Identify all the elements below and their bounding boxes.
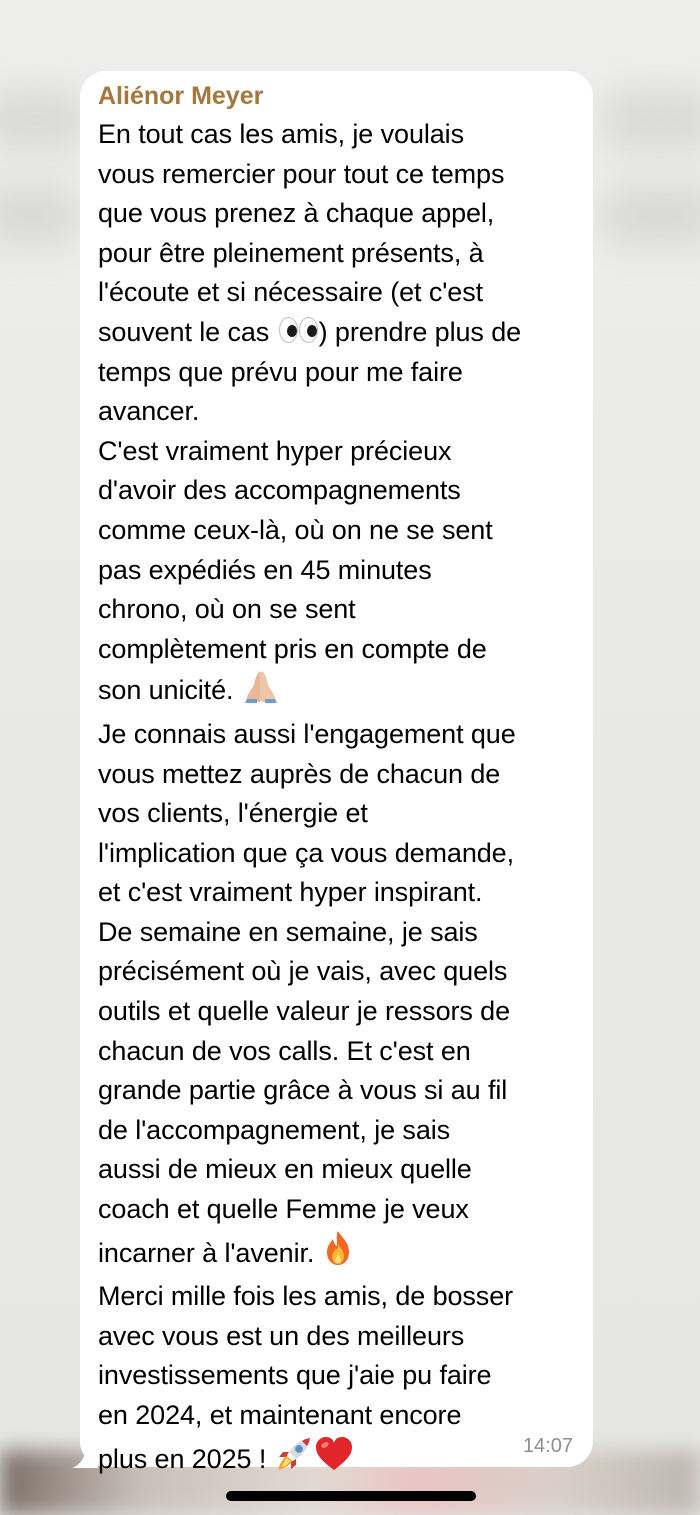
message-line: souvent le cas ) prendre plus de [98, 316, 522, 347]
message-line: plus en 2025 ! [98, 1436, 575, 1484]
message-line: Merci mille fois les amis, de bosser [98, 1281, 514, 1312]
home-indicator[interactable] [226, 1491, 476, 1501]
fire-icon [322, 1230, 354, 1278]
blurred-message-right [600, 90, 700, 150]
message-line: grande partie grâce à vous si au fil [98, 1075, 508, 1106]
eyes-icon [277, 317, 319, 345]
message-line: En tout cas les amis, je voulais [98, 119, 464, 149]
message-line: précisément où je vais, avec quels [98, 956, 508, 987]
message-line: vous mettez auprès de chacun de [98, 758, 501, 789]
message-line: avancer. [98, 396, 200, 427]
message-line: son unicité. [98, 669, 575, 715]
message-timestamp: 14:07 [522, 1435, 573, 1457]
message-line: l'écoute et si nécessaire (et c'est [98, 277, 483, 308]
message-line: Je connais aussi l'engagement que [98, 718, 516, 749]
message-line: pour être pleinement présents, à [98, 237, 484, 268]
message-bubble[interactable] [80, 71, 593, 1474]
praying-hands-icon [241, 669, 281, 715]
blurred-message-right [600, 185, 700, 245]
message-line: aussi de mieux en mieux quelle [98, 1154, 472, 1185]
message-line: complètement pris en compte de [98, 633, 487, 664]
red-heart-icon [314, 1436, 354, 1484]
blurred-message-left [0, 90, 90, 150]
message-line: avec vous est un des meilleurs [98, 1320, 465, 1351]
message-line: coach et quelle Femme je veux [98, 1194, 469, 1225]
message-line: C'est vraiment hyper précieux [98, 435, 452, 466]
message-line: investissements que j'aie pu faire [98, 1360, 492, 1391]
message-line: temps que prévu pour me faire [98, 356, 463, 387]
message-line: chrono, où on se sent [98, 594, 356, 625]
message-line: de l'accompagnement, je sais [98, 1114, 451, 1145]
rocket-icon [274, 1436, 314, 1484]
message-text [98, 115, 575, 1483]
message-line: que vous prenez à chaque appel, [98, 198, 495, 229]
message-line: De semaine en semaine, je sais [98, 916, 478, 947]
message-line: vos clients, l'énergie et [98, 798, 368, 829]
sender-name[interactable]: Aliénor Meyer [98, 82, 264, 110]
blurred-message-left [0, 185, 80, 245]
message-line: vous remercier pour tout ce temps [98, 158, 505, 189]
message-line: d'avoir des accompagnements [98, 475, 461, 506]
message-line: pas expédiés en 45 minutes [98, 554, 432, 585]
message-line: en 2024, et maintenant encore [98, 1400, 462, 1430]
message-line: comme ceux-là, où on ne se sent [98, 514, 493, 545]
message-line: et c'est vraiment hyper inspirant. [98, 877, 483, 908]
message-line: outils et quelle valeur je ressors de [98, 996, 511, 1027]
message-line: l'implication que ça vous demande, [98, 837, 514, 868]
message-line: incarner à l'avenir. [98, 1230, 575, 1278]
message-line: chacun de vos calls. Et c'est en [98, 1035, 471, 1066]
